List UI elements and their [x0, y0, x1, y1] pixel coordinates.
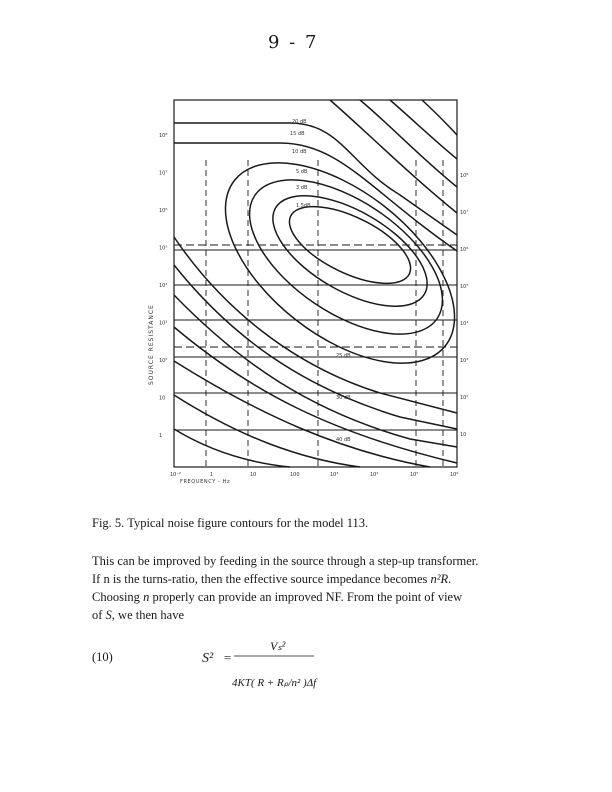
- contour-label: 10 dB: [292, 149, 307, 155]
- bottom-tick-label: 10: [250, 472, 257, 478]
- text-line-2: If n is the turns-ratio, then the effective source impedance becomes n²R.: [92, 572, 452, 586]
- right-tick-label: 10³: [460, 358, 469, 364]
- noise-contour: [174, 395, 360, 467]
- right-tick-label: 10⁸: [460, 173, 469, 179]
- equation-numerator: Vₛ²: [270, 639, 286, 653]
- equation-number: (10): [92, 650, 113, 664]
- noise-contour: [174, 123, 457, 235]
- left-tick-label: 10: [159, 395, 166, 402]
- x-axis-label: FREQUENCY - Hz: [180, 479, 231, 485]
- noise-contour: [330, 100, 457, 213]
- noise-contour: [360, 100, 457, 187]
- bottom-tick-label: 10⁴: [370, 472, 379, 478]
- right-tick-label: 10²: [460, 395, 469, 401]
- right-tick-label: 10⁵: [460, 284, 469, 290]
- left-tick-label: 10⁷: [159, 170, 168, 177]
- noise-contour: [390, 100, 457, 159]
- noise-contour: [174, 429, 290, 467]
- noise-contour: [174, 295, 457, 447]
- right-tick-label: 10⁷: [460, 210, 469, 216]
- contour-label: 30 dB: [336, 395, 351, 401]
- equation-denominator: 4KT( R + Rₚ/n² )Δf: [232, 677, 317, 689]
- left-tick-label: 10⁶: [159, 208, 168, 214]
- contour-label: 40 dB: [336, 437, 351, 443]
- left-tick-label: 1: [159, 433, 163, 439]
- left-tick-label: 10⁸: [159, 133, 168, 139]
- contour-label: 20 dB: [292, 119, 307, 125]
- text-line-1: This can be improved by feeding in the source through a step-up transformer.: [92, 554, 479, 568]
- bottom-tick-label: 10⁵: [410, 472, 419, 478]
- bottom-tick-label: 10⁻²: [170, 472, 182, 478]
- equation-lhs: S²: [202, 651, 214, 666]
- contour-label: 1.5dB: [296, 203, 311, 209]
- noise-contour: [190, 124, 470, 402]
- left-tick-label: 10⁴: [159, 283, 168, 289]
- equation-10: [198, 628, 338, 698]
- contour-label: 25 dB: [336, 353, 351, 359]
- noise-contour: [422, 100, 457, 135]
- text-line-3: Choosing n properly can provide an improved NF. From the point of view: [92, 590, 463, 604]
- text-line-4: of S, we then have: [92, 608, 184, 622]
- y-axis-label: SOURCE RESISTANCE: [148, 304, 155, 385]
- noise-figure-contour-chart: [140, 95, 470, 495]
- equation-equals: =: [223, 650, 232, 665]
- contour-label: 5 dB: [296, 169, 308, 175]
- contour-label: 15 dB: [290, 131, 305, 137]
- left-tick-label: 10²: [159, 358, 168, 364]
- bottom-tick-label: 10³: [330, 472, 339, 478]
- contour-label: 3 dB: [296, 185, 308, 191]
- bottom-tick-label: 100: [290, 472, 300, 478]
- left-tick-label: 10⁵: [159, 245, 168, 252]
- right-tick-label: 10⁶: [460, 247, 469, 253]
- page-number: 9 - 7: [268, 32, 319, 53]
- bottom-tick-label: 10⁶: [450, 472, 459, 478]
- right-tick-label: 10⁴: [460, 321, 469, 327]
- right-tick-label: 10: [460, 432, 467, 438]
- bottom-tick-label: 1: [210, 472, 214, 478]
- left-tick-label: 10³: [159, 320, 168, 327]
- plot-frame: [174, 100, 457, 467]
- body-paragraph: [92, 552, 562, 624]
- figure-caption: Fig. 5. Typical noise figure contours for the model 113.: [92, 516, 369, 530]
